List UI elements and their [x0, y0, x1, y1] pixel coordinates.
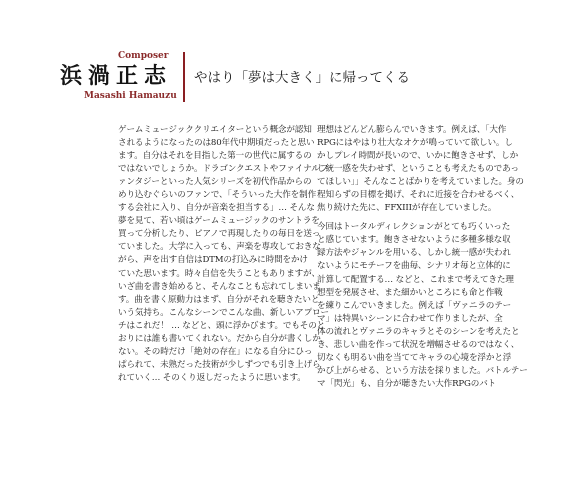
- body-text-line: おりには誰も書いてくれない。だから自分が書くしか: [118, 333, 321, 344]
- left-text-column: [118, 124, 329, 385]
- body-text-line: マ「閃光」も、自分が聴きたい大作RPGのバト: [317, 378, 496, 389]
- body-text-line: を練りこんでいきました。例えば「ヴァニラのテー: [317, 300, 512, 311]
- body-text-line: 程知らずの目標を掲げ、それに近接を合わせるべく、: [317, 190, 520, 201]
- body-text-line: RPGにはやはり壮大なオケが鳴っていて欲しい。し: [317, 138, 513, 149]
- body-text-line: ァンタジーといった人気シリーズを初代作品からの: [118, 177, 312, 188]
- header-divider: [183, 52, 185, 102]
- body-text-line: する会社に入り、自分が音楽を担当する」… そんな: [118, 203, 315, 214]
- body-text-line: 今回はトータルディレクションがとても巧くいった: [317, 222, 511, 233]
- body-text-line: ます。自分はそれを目指した第一の世代に属するの: [118, 151, 312, 162]
- body-text-line: ない。その時だけ「絶対の存在」になる自分にひっ: [118, 346, 313, 357]
- body-text-line: てほしい」」そんなことばかりを考えていました。身の: [317, 177, 524, 188]
- body-text-line: されるようになったのは80年代中期頃だったと思い: [118, 138, 315, 149]
- body-text-line: ていた思います。時々自信を失うこともありますが、: [118, 268, 320, 279]
- body-text-line: マ」は特異いシーンに合わせて作りましたが、全: [317, 313, 503, 324]
- body-text-line: 録方法やジャンルを用いる、しかし統一感が失われ: [317, 248, 511, 259]
- body-text-line: 買って分析したり、ピアノで再現したりの毎日を送っ: [118, 229, 321, 240]
- body-text-line: と感じています。飽きさせないように多種多様な収: [317, 235, 511, 246]
- body-text-line: 焦り続けた先に、FFXIIIが存在していました。: [317, 203, 497, 214]
- body-text-line: 想型を発展させ、また細かいところにも命と作戦: [317, 287, 503, 298]
- body-text-line: ゲームミュージッククリエイターという概念が認知: [118, 125, 312, 135]
- body-text-line: ないようにモチーフを曲毎、シナリオ毎と立体的に: [317, 261, 511, 272]
- body-text-line: す。曲を書く原動力はまず、自分がそれを聴きたいと: [118, 294, 320, 305]
- body-text-line: チはこれだ！ … などと、頭に浮かびます。でもそのと: [118, 320, 326, 331]
- body-text-line: 理想はどんどん膨らんでいきます。例えば、「大作: [317, 125, 507, 135]
- article-headline: やはり「夢は大きく」に帰ってくる: [194, 70, 410, 86]
- composer-name-jp: 浜渦正志: [60, 63, 173, 89]
- body-text-line: ぱられて、未熟だった技術が少しずつでも引き上げら: [118, 359, 321, 370]
- body-text-line: いう気持ち。こんなシーンでこんな曲、新しいアプロー: [118, 307, 329, 318]
- body-text-line: いざ曲を書き始めると、そんなことも忘れてしまいま: [118, 281, 321, 292]
- body-text-line: 切なくも明るい曲を当ててキャラの心境を浮かと浮: [317, 352, 512, 363]
- body-text-line: ていました。大学に入っても、声楽を専攻しておきな: [118, 242, 321, 253]
- body-text-line: かび上がらせる、という方法を採りました。バトルテー: [317, 365, 528, 376]
- body-text-line: 計算して配置する… などと、これまで考えてきた理: [317, 274, 514, 285]
- role-label: Composer: [118, 51, 169, 61]
- body-text-line: かしプレイ時間が長いので、いかに飽きさせず、しか: [317, 151, 519, 162]
- body-text-line: ではないでしょうか。ドラゴンクエストやファイナルフ: [118, 164, 329, 175]
- body-text-line: れていく… そのくり返しだったように思います。: [118, 372, 306, 383]
- body-text-line: 夢を見て、若い頃はゲームミュージックのサントラを: [118, 216, 320, 227]
- body-text-line: 体の流れとヴァニラのキャラとそのシーンを考えたと: [317, 326, 520, 337]
- right-text-column: [317, 124, 528, 391]
- body-text-line: き、悲しい曲を作って状況を増幅させるのではなく、: [317, 339, 520, 350]
- body-text-line: めり込むぐらいのファンで、「そういった大作を制作: [118, 190, 317, 201]
- composer-name-en: Masashi Hamauzu: [84, 91, 177, 101]
- body-text-line: し統一感を失わせず、ということも考えたものであっ: [317, 164, 519, 175]
- body-text-line: がら、声を出す自信はDTMの打込みに時間をかけ: [118, 255, 308, 266]
